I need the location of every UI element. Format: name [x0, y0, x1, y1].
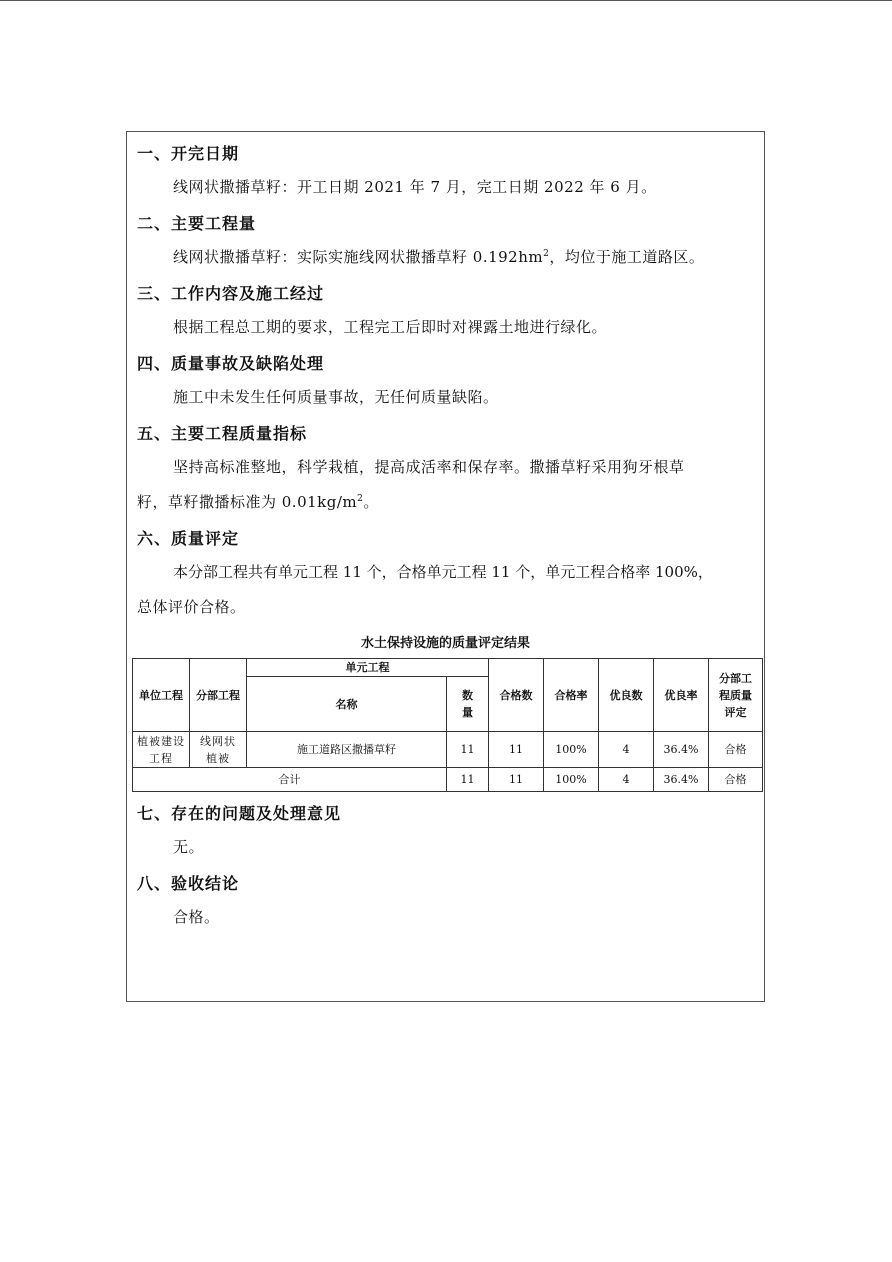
section-text-5-line2: 籽，草籽撒播标准为 $0.01kg/m^2$。	[137, 493, 379, 511]
header-excellent-rate: 优良率	[654, 659, 709, 732]
section-text-8: 合格。	[173, 908, 220, 926]
header-quantity: 数量	[447, 677, 489, 732]
total-pass-rate: 100%	[544, 768, 599, 792]
section-text-6-line1: 本分部工程共有单元工程 11 个，合格单元工程 11 个，单元工程合格率 100%，	[173, 563, 713, 581]
cell-unit-project: 植被建设工程	[133, 732, 190, 768]
header-element-project: 单元工程	[247, 659, 489, 677]
section-heading-1: 一、开完日期	[137, 144, 240, 163]
cell-excellent-count: 4	[599, 732, 654, 768]
header-unit-project: 单位工程	[133, 659, 190, 732]
page-top-rule	[0, 0, 892, 1]
header-excellent-count: 优良数	[599, 659, 654, 732]
header-sub-project: 分部工程	[190, 659, 247, 732]
cell-quantity: 11	[447, 732, 489, 768]
total-excellent-rate: 36.4%	[654, 768, 709, 792]
cell-name: 施工道路区撒播草籽	[247, 732, 447, 768]
total-quantity: 11	[447, 768, 489, 792]
section-text-7: 无。	[173, 838, 205, 856]
total-excellent-count: 4	[599, 768, 654, 792]
table-row	[133, 732, 763, 768]
total-sub-quality: 合格	[709, 768, 763, 792]
report-frame	[126, 131, 765, 1002]
section-text-2: 线网状撒播草籽：实际实施线网状撒播草籽 $0.192hm^2$，均位于施工道路区。	[173, 248, 705, 266]
header-name: 名称	[247, 677, 447, 732]
cell-excellent-rate: 36.4%	[654, 732, 709, 768]
table-total-row	[133, 768, 763, 792]
header-sub-quality: 分部工程质量评定	[709, 659, 763, 732]
cell-sub-project: 线网状植被	[190, 732, 247, 768]
section-text-4: 施工中未发生任何质量事故，无任何质量缺陷。	[173, 388, 499, 406]
section-heading-7: 七、存在的问题及处理意见	[137, 804, 342, 823]
table-title: 水土保持设施的质量评定结果	[360, 636, 530, 651]
cell-sub-quality: 合格	[709, 732, 763, 768]
header-pass-rate: 合格率	[544, 659, 599, 732]
section-heading-2: 二、主要工程量	[137, 214, 257, 233]
section-heading-5: 五、主要工程质量指标	[137, 424, 308, 443]
section-heading-4: 四、质量事故及缺陷处理	[137, 354, 325, 373]
section-text-1: 线网状撒播草籽：开工日期 2021 年 7 月，完工日期 2022 年 6 月。	[173, 178, 657, 196]
quality-table	[132, 658, 763, 792]
section-text-6-line2: 总体评价合格。	[137, 598, 246, 616]
section-heading-6: 六、质量评定	[137, 529, 240, 548]
section-heading-3: 三、工作内容及施工经过	[137, 284, 325, 303]
section-text-3: 根据工程总工期的要求，工程完工后即时对裸露土地进行绿化。	[173, 318, 608, 336]
total-label: 合计	[133, 768, 447, 792]
header-pass-count: 合格数	[489, 659, 544, 732]
section-text-5-line1: 坚持高标准整地，科学栽植，提高成活率和保存率。撒播草籽采用狗牙根草	[173, 458, 685, 476]
section-heading-8: 八、验收结论	[137, 874, 240, 893]
cell-pass-count: 11	[489, 732, 544, 768]
total-pass-count: 11	[489, 768, 544, 792]
cell-pass-rate: 100%	[544, 732, 599, 768]
